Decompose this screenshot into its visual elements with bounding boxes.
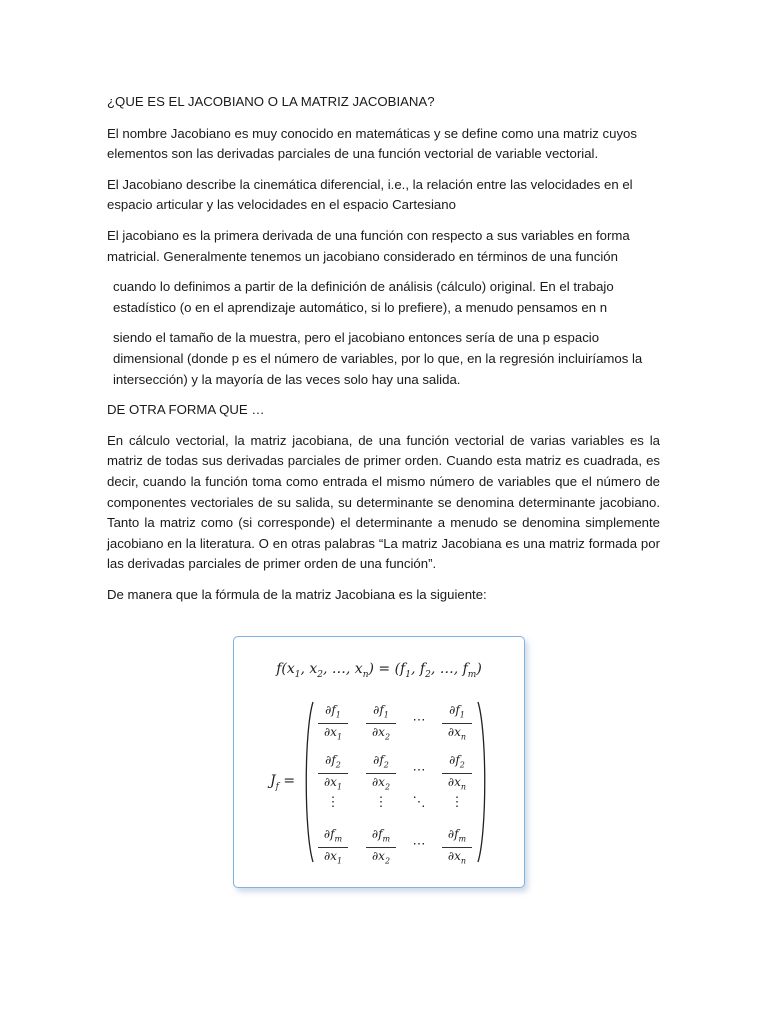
matrix-hdots: ⋯ xyxy=(412,713,426,728)
paragraph-2: El Jacobiano describe la cinemática diferencial, i.e., la relación entre las velocidades en el espacio articular y las velocidades en el espacio Cartesiano xyxy=(107,176,633,213)
matrix-entry: $\partial f_m$ $\partial x_n$ xyxy=(440,827,474,869)
matrix-entry: $\partial f_2$ $\partial x_2$ xyxy=(364,753,398,795)
document-title: ¿QUE ES EL JACOBIANO O LA MATRIZ JACOBIANA? xyxy=(107,94,435,109)
paragraph-4: cuando lo definimos a partir de la definición de análisis (cálculo) original. En el trabajo estadístico (o en el aprendizaje automático, si lo prefiere), a menudo pensamos en n xyxy=(113,279,614,315)
paragraph-definition: En cálculo vectorial, la matriz jacobiana, de una función vectorial de varias variables es la matriz de todas sus derivadas parciales de primer orden. Cuando esta matriz es cuadrada, es decir, cuando la función toma como entrada el mismo número de variables que el número de componentes vectoriales de su salida, su determinante se denomina determinante jacobiano. Tanto la matriz como (si corresponde) el determinante a menudo se denomina simplemente jacobiano en la literatura. O en otras palabras “La matriz Jacobiana es una matriz formada por las derivadas parciales de primer orden de una función”. xyxy=(107,432,660,572)
function-definition: $f(x_1$, $x_2$, …, $x_n) = (f_1$, $f_2$, …, $f_m$) xyxy=(276,661,482,680)
matrix-vdots: ⋮ xyxy=(326,795,340,810)
paragraph-3: El jacobiano es la primera derivada de una función con respecto a sus variables en forma matricial. Generalmente tenemos un jacobiano considerado en términos de una función xyxy=(107,227,630,264)
jacobian-formula-figure xyxy=(233,636,525,888)
matrix-ddots: ⋱ xyxy=(412,795,426,810)
matrix-entry: $\partial f_1$ $\partial x_1$ xyxy=(316,703,350,745)
formula-intro: De manera que la fórmula de la matriz Jacobiana es la siguiente: xyxy=(107,586,487,602)
matrix-hdots: ⋯ xyxy=(412,763,426,778)
left-parenthesis xyxy=(302,701,314,863)
matrix-entry: $\partial f_m$ $\partial x_2$ xyxy=(364,827,398,869)
matrix-vdots: ⋮ xyxy=(374,795,388,810)
matrix-entry: $\partial f_1$ $\partial x_n$ xyxy=(440,703,474,745)
jacobian-label: $J_f$ = xyxy=(270,773,296,792)
matrix-hdots: ⋯ xyxy=(412,837,426,852)
matrix-entry: $\partial f_2$ $\partial x_1$ xyxy=(316,753,350,795)
jacobian-matrix xyxy=(316,703,486,866)
paragraph-5: siendo el tamaño de la muestra, pero el jacobiano entonces sería de una p espacio dimensional (donde p es el número de variables, por lo que, en la regresión incluiríamos la intersección) y la mayoría de las veces solo hay una salida. xyxy=(113,330,643,387)
matrix-entry: $\partial f_2$ $\partial x_n$ xyxy=(440,753,474,795)
paragraph-1: El nombre Jacobiano es muy conocido en matemáticas y se define como una matriz cuyos elementos son las derivadas parciales de una función vectorial de variable vectorial. xyxy=(107,125,637,162)
document-body xyxy=(107,92,660,615)
matrix-entry: $\partial f_1$ $\partial x_2$ xyxy=(364,703,398,745)
matrix-entry: $\partial f_m$ $\partial x_1$ xyxy=(316,827,350,869)
matrix-vdots: ⋮ xyxy=(450,795,464,810)
subheading: DE OTRA FORMA QUE … xyxy=(107,402,265,418)
